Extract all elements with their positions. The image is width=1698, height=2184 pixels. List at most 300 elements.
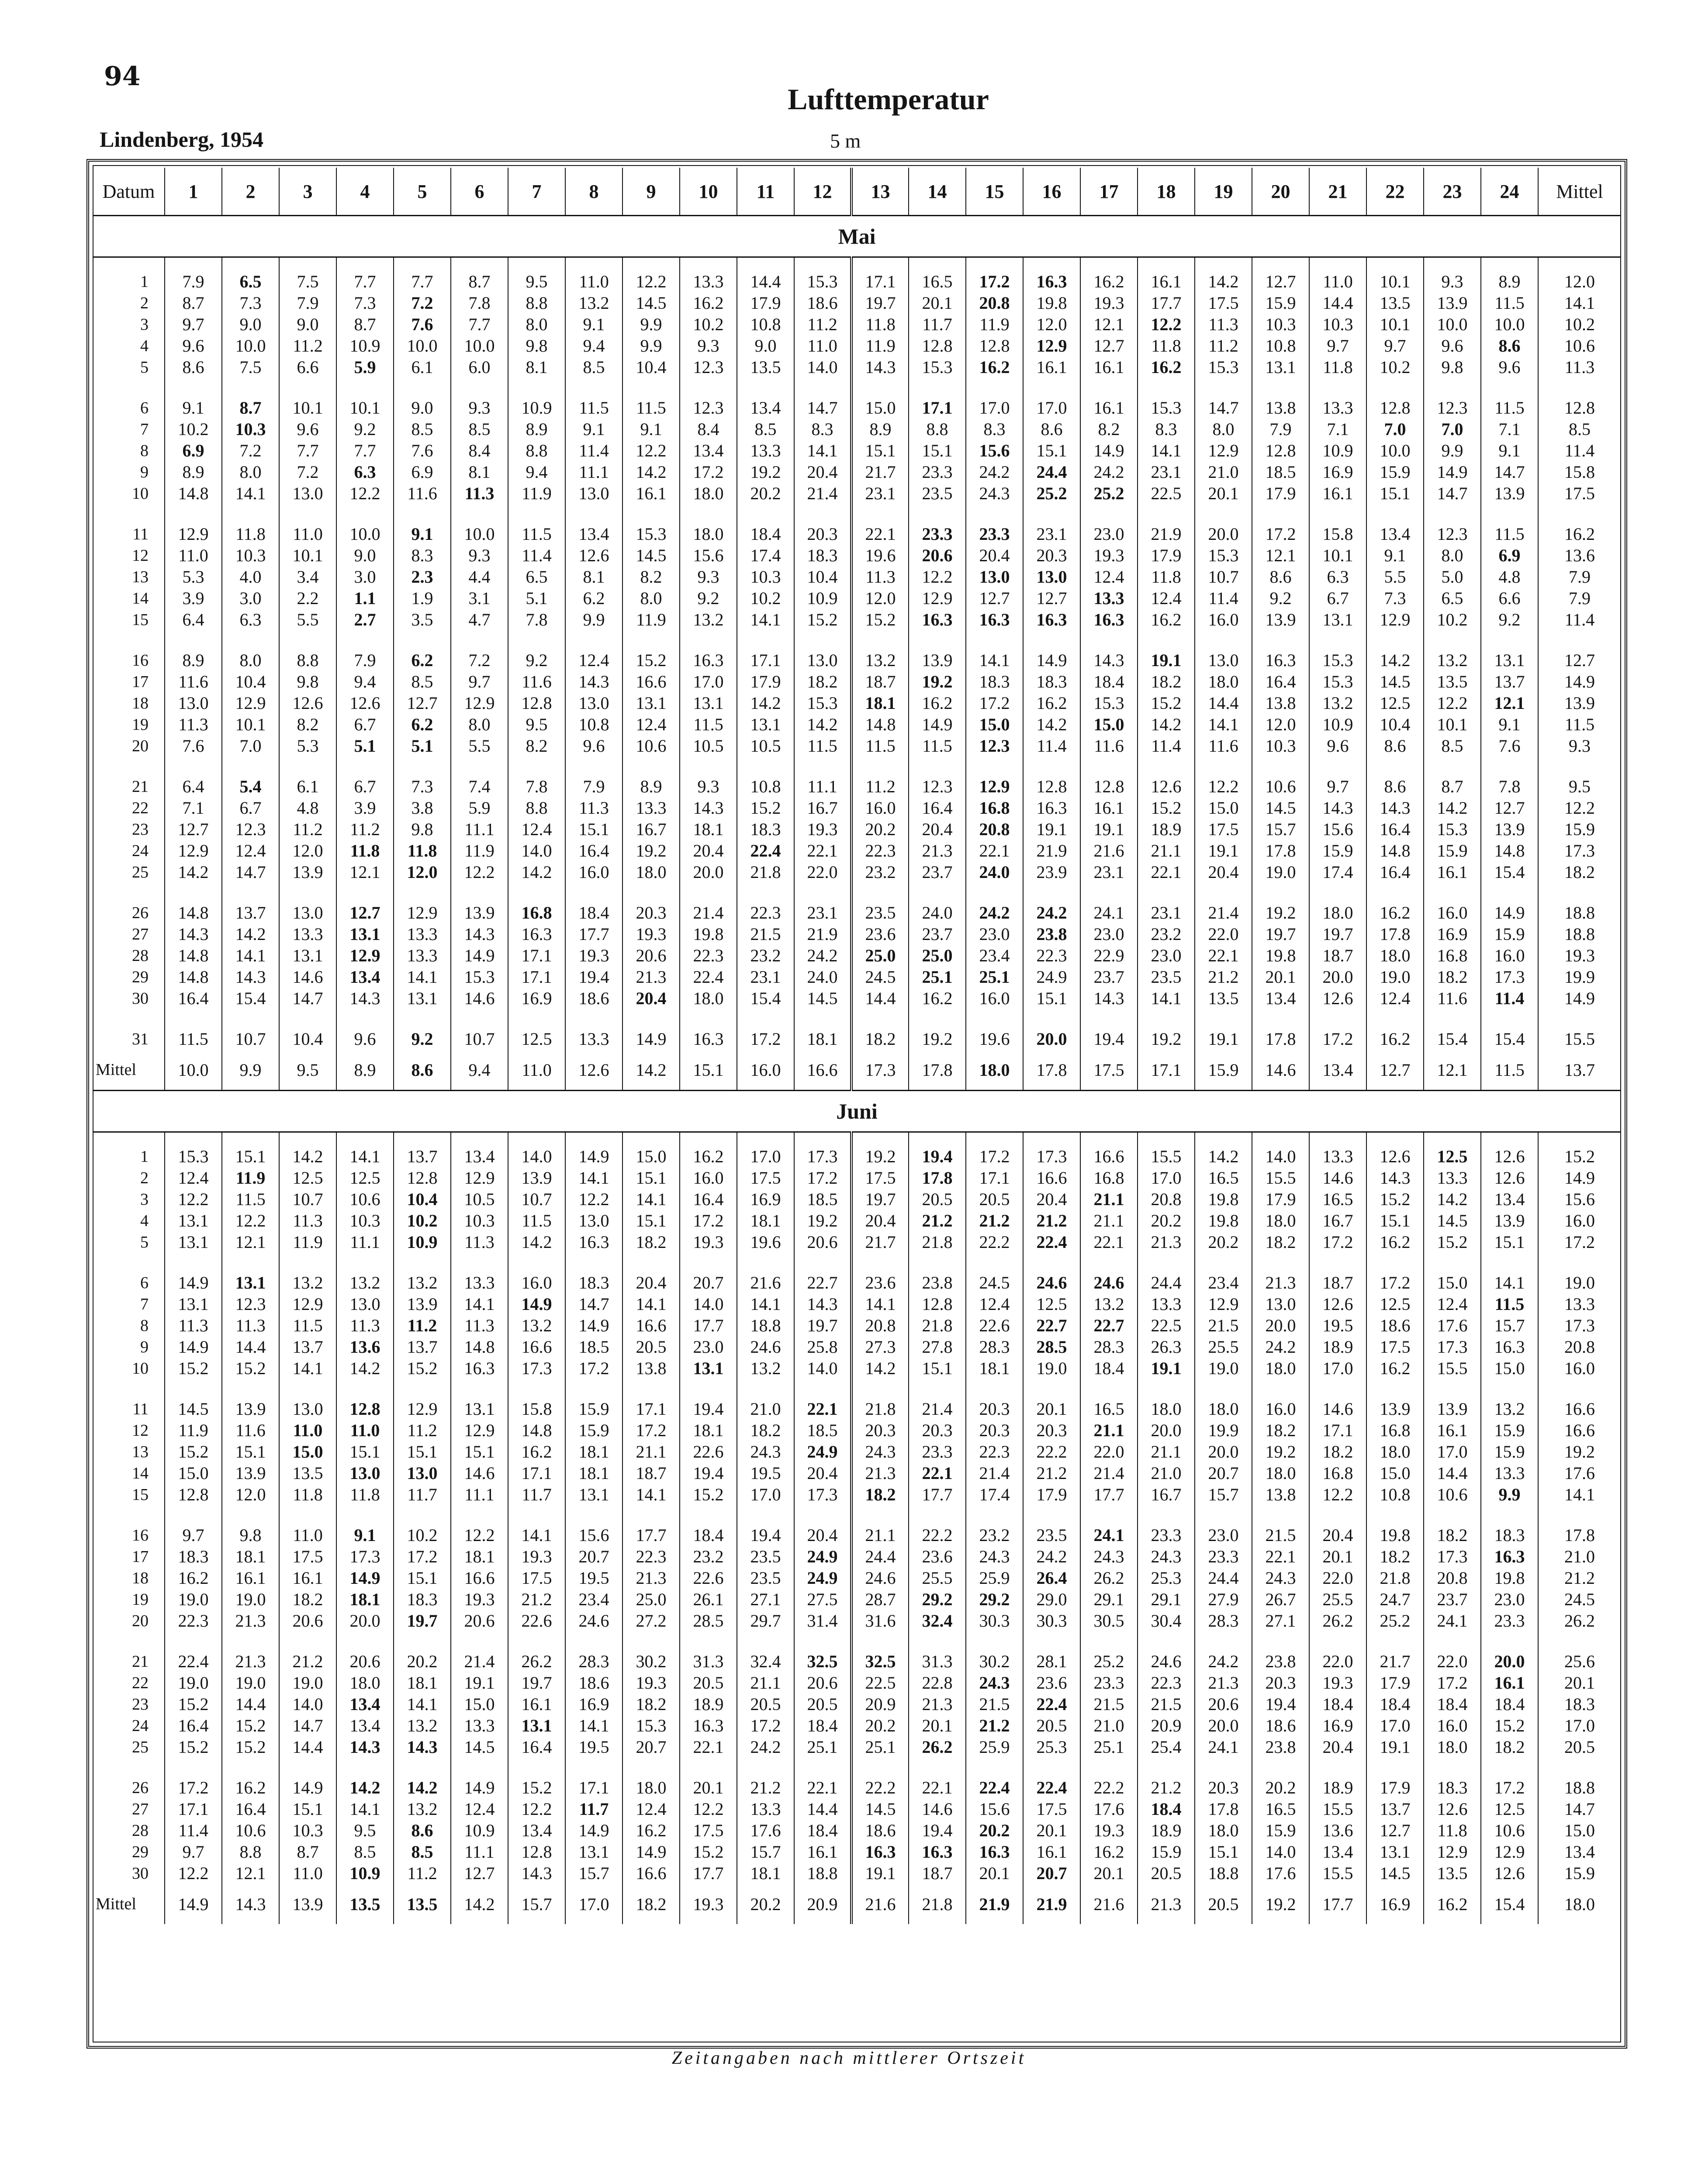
value-cell: 15.1: [279, 1798, 336, 1820]
value-cell: 11.8: [279, 1484, 336, 1505]
value-cell: 16.1: [1481, 1672, 1538, 1693]
value-cell: 23.6: [851, 1272, 909, 1293]
value-cell: 17.5: [508, 1567, 565, 1589]
measurement-height: 5 m: [830, 130, 861, 152]
value-cell: 24.4: [1195, 1567, 1252, 1589]
value-cell: 7.7: [451, 314, 508, 335]
value-cell: 17.7: [1080, 1484, 1138, 1505]
value-cell: 14.3: [794, 1293, 851, 1315]
value-cell: 23.8: [1023, 923, 1080, 945]
day-mean-cell: 12.8: [1564, 398, 1595, 418]
value-cell: 6.7: [222, 797, 279, 819]
value-cell: 15.4: [1481, 1028, 1538, 1050]
value-cell: 12.4: [222, 840, 279, 861]
value-cell: 17.7: [909, 1484, 966, 1505]
value-cell: 14.3: [451, 923, 508, 945]
value-cell: 14.9: [565, 1132, 622, 1168]
value-cell: 17.1: [508, 966, 565, 988]
value-cell: 6.1: [394, 356, 451, 378]
value-cell: 19.8: [1023, 292, 1080, 314]
value-cell: 23.1: [851, 483, 909, 504]
value-cell: 11.1: [565, 461, 622, 483]
value-cell: 20.8: [1138, 1189, 1195, 1210]
table-row: [93, 440, 1621, 461]
value-cell: 15.3: [622, 1715, 680, 1736]
value-cell: 23.4: [1195, 1272, 1252, 1293]
value-cell: 15.5: [1309, 1863, 1366, 1884]
value-cell: 12.1: [1080, 314, 1138, 335]
value-cell: 17.0: [737, 1484, 794, 1505]
value-cell: 14.5: [794, 988, 851, 1009]
value-cell: 11.5: [222, 1189, 279, 1210]
value-cell: 23.5: [737, 1546, 794, 1567]
value-cell: 20.6: [794, 1231, 851, 1253]
value-cell: 11.0: [279, 523, 336, 545]
value-cell: 10.6: [1424, 1484, 1481, 1505]
value-cell: 21.3: [622, 1567, 680, 1589]
table-row: [93, 1462, 1621, 1484]
value-cell: 7.0: [222, 735, 279, 757]
value-cell: 14.6: [451, 988, 508, 1009]
value-cell: 22.6: [680, 1441, 737, 1462]
value-cell: 21.3: [909, 840, 966, 861]
value-cell: 17.7: [565, 923, 622, 945]
mean-value-cell: 19.3: [680, 1884, 737, 1924]
value-cell: 24.2: [1252, 1336, 1309, 1358]
value-cell: 21.8: [909, 1231, 966, 1253]
value-cell: 17.3: [1424, 1546, 1481, 1567]
value-cell: 15.4: [737, 988, 794, 1009]
value-cell: 16.4: [165, 1715, 222, 1736]
value-cell: 17.0: [1309, 1358, 1366, 1379]
value-cell: 15.9: [1481, 1420, 1538, 1441]
value-cell: 8.1: [508, 356, 565, 378]
value-cell: 25.5: [1309, 1589, 1366, 1610]
value-cell: 8.3: [1138, 418, 1195, 440]
value-cell: 15.9: [565, 1398, 622, 1420]
value-cell: 16.7: [794, 797, 851, 819]
value-cell: 17.5: [680, 1820, 737, 1841]
value-cell: 10.1: [1309, 545, 1366, 566]
value-cell: 9.9: [1424, 440, 1481, 461]
value-cell: 14.4: [222, 1336, 279, 1358]
value-cell: 11.0: [565, 257, 622, 293]
value-cell: 16.2: [909, 692, 966, 714]
value-cell: 14.5: [622, 292, 680, 314]
value-cell: 3.1: [451, 587, 508, 609]
table-row: [93, 356, 1621, 378]
value-cell: 14.1: [1195, 714, 1252, 735]
header-hour: 11: [737, 168, 794, 216]
value-cell: 7.2: [222, 440, 279, 461]
value-cell: 22.8: [909, 1672, 966, 1693]
value-cell: 19.3: [508, 1546, 565, 1567]
value-cell: 14.9: [1481, 902, 1538, 923]
value-cell: 19.2: [909, 671, 966, 692]
value-cell: 22.3: [165, 1610, 222, 1631]
value-cell: 9.2: [336, 418, 394, 440]
day-cell: 16: [93, 650, 165, 671]
table-row: [93, 461, 1621, 483]
value-cell: 22.2: [1023, 1441, 1080, 1462]
value-cell: 6.5: [222, 257, 279, 293]
value-cell: 25.5: [909, 1567, 966, 1589]
value-cell: 13.3: [394, 923, 451, 945]
day-mean-cell: 11.5: [1564, 715, 1595, 734]
day-mean-cell: 14.9: [1564, 1168, 1595, 1188]
day-cell: 15: [93, 609, 165, 630]
day-cell: 30: [93, 988, 165, 1009]
value-cell: 18.0: [622, 1777, 680, 1798]
value-cell: 13.0: [279, 1398, 336, 1420]
value-cell: 19.2: [622, 840, 680, 861]
value-cell: 7.7: [336, 440, 394, 461]
value-cell: 17.1: [1309, 1420, 1366, 1441]
value-cell: 8.5: [451, 418, 508, 440]
value-cell: 13.7: [1366, 1798, 1424, 1820]
value-cell: 10.0: [451, 523, 508, 545]
value-cell: 12.9: [222, 692, 279, 714]
value-cell: 5.9: [451, 797, 508, 819]
value-cell: 8.5: [394, 671, 451, 692]
value-cell: 10.5: [737, 735, 794, 757]
value-cell: 16.4: [1252, 671, 1309, 692]
value-cell: 12.1: [1481, 692, 1538, 714]
value-cell: 14.7: [1424, 483, 1481, 504]
value-cell: 9.6: [165, 335, 222, 356]
value-cell: 14.2: [1424, 1189, 1481, 1210]
value-cell: 20.7: [680, 1272, 737, 1293]
value-cell: 10.4: [394, 1189, 451, 1210]
value-cell: 20.1: [1080, 1863, 1138, 1884]
day-mean-cell: 16.0: [1564, 1358, 1595, 1378]
value-cell: 16.5: [909, 257, 966, 293]
value-cell: 12.8: [394, 1167, 451, 1189]
value-cell: 20.5: [737, 1693, 794, 1715]
value-cell: 18.2: [1252, 1420, 1309, 1441]
value-cell: 12.0: [1252, 714, 1309, 735]
value-cell: 24.2: [1023, 1546, 1080, 1567]
value-cell: 3.5: [394, 609, 451, 630]
value-cell: 16.3: [680, 650, 737, 671]
mean-value-cell: 8.9: [336, 1050, 394, 1091]
value-cell: 7.3: [1366, 587, 1424, 609]
table-row: [93, 335, 1621, 356]
day-cell: 14: [93, 587, 165, 609]
value-cell: 8.9: [1481, 257, 1538, 293]
value-cell: 17.2: [966, 692, 1023, 714]
value-cell: 18.8: [737, 1315, 794, 1336]
value-cell: 9.6: [336, 1028, 394, 1050]
value-cell: 1.9: [394, 587, 451, 609]
value-cell: 11.6: [222, 1420, 279, 1441]
value-cell: 13.4: [1252, 988, 1309, 1009]
value-cell: 9.4: [336, 671, 394, 692]
value-cell: 10.9: [336, 335, 394, 356]
value-cell: 23.0: [680, 1336, 737, 1358]
value-cell: 14.9: [622, 1841, 680, 1863]
value-cell: 19.4: [1252, 1693, 1309, 1715]
value-cell: 12.9: [279, 1293, 336, 1315]
spacer-row: [93, 883, 1621, 902]
value-cell: 20.2: [851, 819, 909, 840]
value-cell: 18.4: [1481, 1693, 1538, 1715]
value-cell: 21.0: [1138, 1462, 1195, 1484]
value-cell: 15.3: [1138, 397, 1195, 418]
value-cell: 10.8: [565, 714, 622, 735]
value-cell: 27.2: [622, 1610, 680, 1631]
day-mean-cell: 17.3: [1564, 841, 1595, 860]
value-cell: 18.3: [394, 1589, 451, 1610]
value-cell: 9.1: [1481, 440, 1538, 461]
value-cell: 16.2: [1366, 1231, 1424, 1253]
table-row: [93, 1777, 1621, 1798]
value-cell: 24.3: [1252, 1567, 1309, 1589]
value-cell: 20.0: [1195, 1715, 1252, 1736]
value-cell: 24.3: [737, 1441, 794, 1462]
table-row: [93, 523, 1621, 545]
value-cell: 3.9: [336, 797, 394, 819]
value-cell: 23.3: [1080, 1672, 1138, 1693]
value-cell: 10.7: [279, 1189, 336, 1210]
value-cell: 12.3: [222, 819, 279, 840]
value-cell: 16.3: [680, 1028, 737, 1050]
value-cell: 12.4: [622, 714, 680, 735]
value-cell: 18.3: [794, 545, 851, 566]
value-cell: 7.2: [279, 461, 336, 483]
value-cell: 20.2: [394, 1651, 451, 1672]
day-cell: 21: [93, 776, 165, 797]
value-cell: 17.0: [1424, 1441, 1481, 1462]
value-cell: 2.7: [336, 609, 394, 630]
day-cell: 16: [93, 1524, 165, 1546]
value-cell: 16.2: [1138, 609, 1195, 630]
value-cell: 9.1: [394, 523, 451, 545]
day-cell: 28: [93, 945, 165, 966]
value-cell: 30.5: [1080, 1610, 1138, 1631]
value-cell: 12.9: [1424, 1841, 1481, 1863]
table-row: [93, 776, 1621, 797]
value-cell: 12.9: [394, 902, 451, 923]
value-cell: 7.0: [1424, 418, 1481, 440]
value-cell: 12.9: [336, 945, 394, 966]
value-cell: 20.2: [1195, 1231, 1252, 1253]
day-cell: 7: [93, 418, 165, 440]
value-cell: 14.3: [1309, 797, 1366, 819]
value-cell: 17.2: [1424, 1672, 1481, 1693]
value-cell: 17.4: [1309, 861, 1366, 883]
value-cell: 13.9: [451, 902, 508, 923]
value-cell: 17.3: [508, 1358, 565, 1379]
value-cell: 12.8: [1023, 776, 1080, 797]
value-cell: 8.2: [1080, 418, 1138, 440]
day-mean-cell: 19.3: [1564, 946, 1595, 965]
value-cell: 21.5: [1080, 1693, 1138, 1715]
value-cell: 12.7: [1252, 257, 1309, 293]
value-cell: 8.9: [851, 418, 909, 440]
value-cell: 20.5: [794, 1693, 851, 1715]
value-cell: 8.7: [279, 1841, 336, 1863]
value-cell: 11.7: [909, 314, 966, 335]
value-cell: 14.1: [1481, 1272, 1538, 1293]
value-cell: 14.0: [508, 840, 565, 861]
value-cell: 15.6: [966, 440, 1023, 461]
value-cell: 11.3: [451, 483, 508, 504]
value-cell: 15.3: [794, 257, 851, 293]
value-cell: 24.6: [737, 1336, 794, 1358]
value-cell: 10.6: [1252, 776, 1309, 797]
value-cell: 7.8: [508, 609, 565, 630]
value-cell: 12.6: [1481, 1863, 1538, 1884]
value-cell: 15.3: [165, 1132, 222, 1168]
value-cell: 12.3: [1424, 523, 1481, 545]
value-cell: 23.0: [1138, 945, 1195, 966]
day-mean-cell: 12.0: [1564, 272, 1595, 291]
value-cell: 22.0: [1309, 1567, 1366, 1589]
value-cell: 12.9: [165, 840, 222, 861]
value-cell: 11.5: [279, 1315, 336, 1336]
value-cell: 19.7: [1252, 923, 1309, 945]
value-cell: 30.2: [966, 1651, 1023, 1672]
value-cell: 24.6: [1023, 1272, 1080, 1293]
value-cell: 18.2: [1252, 1231, 1309, 1253]
day-cell: 10: [93, 483, 165, 504]
value-cell: 20.4: [794, 1462, 851, 1484]
value-cell: 18.0: [680, 988, 737, 1009]
value-cell: 16.3: [451, 1358, 508, 1379]
value-cell: 20.1: [680, 1777, 737, 1798]
value-cell: 15.1: [622, 1167, 680, 1189]
day-cell: 18: [93, 692, 165, 714]
value-cell: 24.2: [794, 945, 851, 966]
value-cell: 16.2: [1023, 692, 1080, 714]
header-hour: 1: [165, 168, 222, 216]
value-cell: 10.9: [1309, 714, 1366, 735]
value-cell: 20.7: [1195, 1462, 1252, 1484]
value-cell: 14.1: [794, 440, 851, 461]
value-cell: 17.8: [1195, 1798, 1252, 1820]
header-hour: 19: [1195, 168, 1252, 216]
day-mean-cell: 10.2: [1564, 314, 1595, 334]
value-cell: 15.3: [1195, 545, 1252, 566]
value-cell: 12.8: [966, 335, 1023, 356]
table-row: [93, 1693, 1621, 1715]
value-cell: 13.0: [1195, 650, 1252, 671]
day-cell: 3: [93, 1189, 165, 1210]
value-cell: 16.3: [1023, 257, 1080, 293]
table-row: [93, 1546, 1621, 1567]
value-cell: 19.4: [680, 1462, 737, 1484]
value-cell: 31.6: [851, 1610, 909, 1631]
value-cell: 20.1: [1252, 966, 1309, 988]
value-cell: 20.5: [622, 1336, 680, 1358]
value-cell: 16.1: [622, 483, 680, 504]
value-cell: 8.3: [794, 418, 851, 440]
value-cell: 20.3: [794, 523, 851, 545]
value-cell: 18.3: [1424, 1777, 1481, 1798]
value-cell: 14.3: [1366, 1167, 1424, 1189]
value-cell: 13.1: [565, 1484, 622, 1505]
value-cell: 21.5: [966, 1693, 1023, 1715]
value-cell: 12.2: [909, 566, 966, 587]
value-cell: 27.9: [1195, 1589, 1252, 1610]
value-cell: 10.8: [737, 776, 794, 797]
value-cell: 15.6: [966, 1798, 1023, 1820]
value-cell: 17.0: [966, 397, 1023, 418]
value-cell: 21.3: [222, 1610, 279, 1631]
value-cell: 13.2: [1424, 650, 1481, 671]
value-cell: 15.6: [565, 1524, 622, 1546]
value-cell: 9.0: [336, 545, 394, 566]
value-cell: 13.1: [680, 692, 737, 714]
table-row: [93, 1589, 1621, 1610]
value-cell: 21.5: [1195, 1315, 1252, 1336]
table-row: [93, 314, 1621, 335]
value-cell: 3.4: [279, 566, 336, 587]
header-hour: 15: [966, 168, 1023, 216]
value-cell: 11.7: [508, 1484, 565, 1505]
value-cell: 24.9: [1023, 966, 1080, 988]
value-cell: 19.5: [1309, 1315, 1366, 1336]
value-cell: 20.3: [622, 902, 680, 923]
value-cell: 5.3: [165, 566, 222, 587]
value-cell: 18.0: [1366, 1441, 1424, 1462]
value-cell: 10.9: [794, 587, 851, 609]
header-hour: 18: [1138, 168, 1195, 216]
value-cell: 12.5: [1424, 1132, 1481, 1168]
value-cell: 20.6: [279, 1610, 336, 1631]
value-cell: 17.6: [1424, 1315, 1481, 1336]
value-cell: 11.3: [222, 1315, 279, 1336]
value-cell: 8.4: [680, 418, 737, 440]
table-row: [93, 735, 1621, 757]
value-cell: 15.2: [680, 1841, 737, 1863]
day-mean-cell: 19.2: [1564, 1442, 1595, 1462]
value-cell: 21.1: [622, 1441, 680, 1462]
value-cell: 17.2: [1481, 1777, 1538, 1798]
value-cell: 15.8: [508, 1398, 565, 1420]
value-cell: 23.1: [1138, 902, 1195, 923]
value-cell: 9.2: [1481, 609, 1538, 630]
value-cell: 11.0: [1309, 257, 1366, 293]
day-cell: 2: [93, 1167, 165, 1189]
mean-value-cell: 21.6: [1080, 1884, 1138, 1924]
value-cell: 17.2: [565, 1358, 622, 1379]
value-cell: 13.1: [394, 988, 451, 1009]
value-cell: 20.7: [565, 1546, 622, 1567]
value-cell: 9.7: [165, 1524, 222, 1546]
value-cell: 12.4: [1366, 988, 1424, 1009]
value-cell: 20.4: [1023, 1189, 1080, 1210]
value-cell: 2.2: [279, 587, 336, 609]
value-cell: 6.6: [279, 356, 336, 378]
value-cell: 12.3: [966, 735, 1023, 757]
day-cell: 20: [93, 1610, 165, 1631]
value-cell: 25.8: [794, 1336, 851, 1358]
day-cell: 4: [93, 1210, 165, 1231]
value-cell: 17.0: [737, 1132, 794, 1168]
value-cell: 16.5: [1252, 1798, 1309, 1820]
value-cell: 23.8: [1252, 1736, 1309, 1758]
value-cell: 29.1: [1138, 1589, 1195, 1610]
value-cell: 13.3: [737, 1798, 794, 1820]
value-cell: 13.3: [622, 797, 680, 819]
mean-value-cell: 21.6: [851, 1884, 909, 1924]
value-cell: 16.0: [1252, 1398, 1309, 1420]
value-cell: 14.1: [1138, 988, 1195, 1009]
table-row: [93, 483, 1621, 504]
mean-value-cell: 16.2: [1424, 1884, 1481, 1924]
